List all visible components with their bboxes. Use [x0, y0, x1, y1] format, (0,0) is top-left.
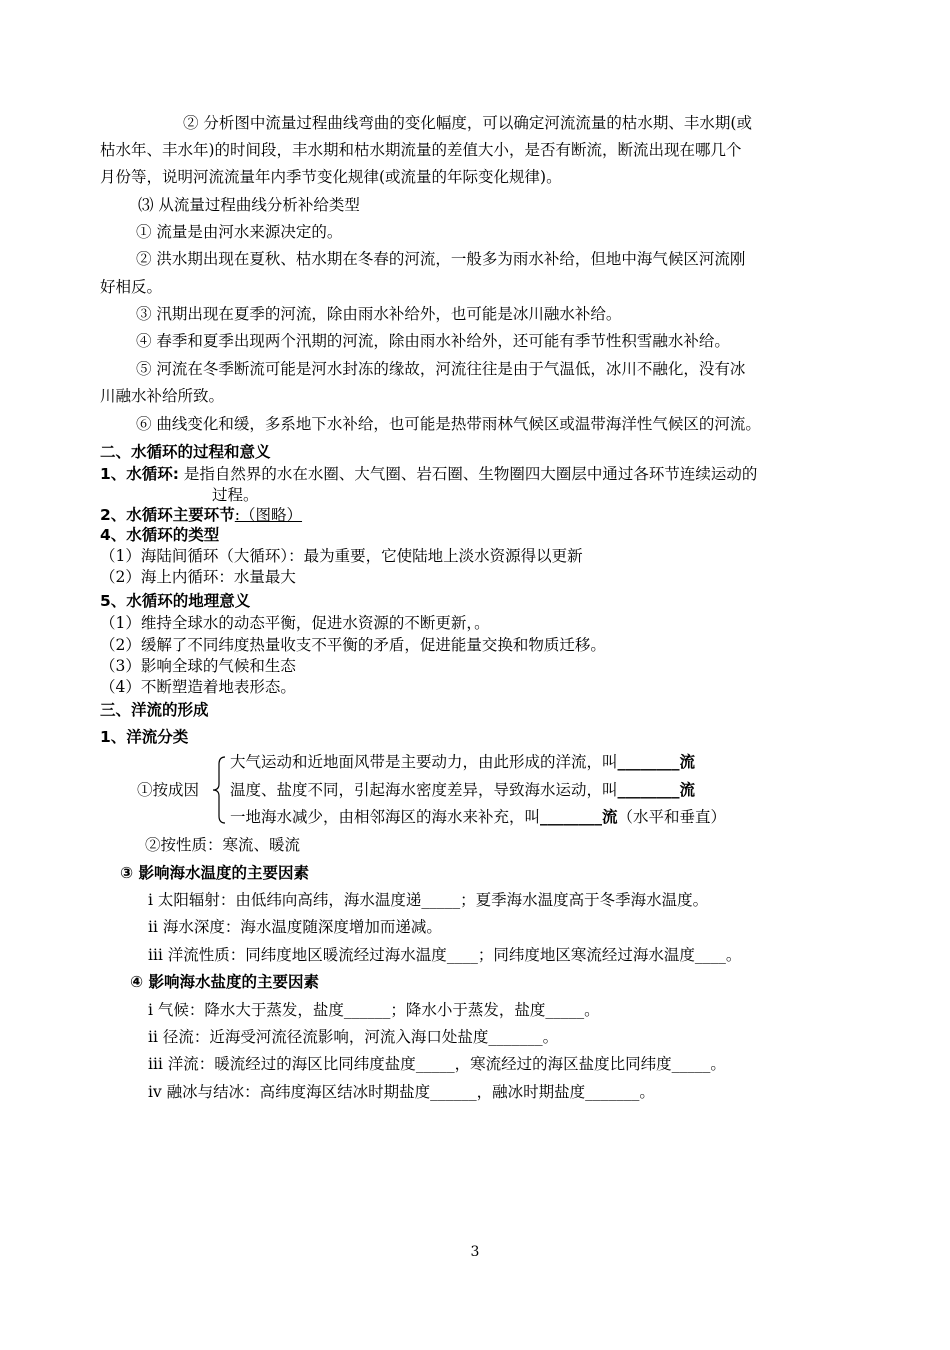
fill-blank[interactable]: ______	[430, 1083, 477, 1101]
list-item: （2）海上内循环：水量最大	[100, 568, 296, 586]
cause-line	[230, 779, 695, 801]
factor-line	[148, 1053, 726, 1075]
subheading: 4、水循环的类型	[100, 526, 220, 544]
factor-text: ⅳ 融冰与结冰：高纬度海区结冰时期盐度	[148, 1083, 431, 1101]
factor-text: ⅰ 气候：降水大于蒸发，盐度	[148, 1001, 344, 1019]
list-item: （1）海陆间循环（大循环）：最为重要，它使陆地上淡水资源得以更新	[100, 547, 583, 565]
factor-text: ，寒流经过的海区盐度比同纬度	[454, 1055, 672, 1073]
subheading: ③ 影响海水温度的主要因素	[120, 864, 310, 882]
paragraph-line: ② 分析图中流量过程曲线弯曲的变化幅度，可以确定河流流量的枯水期、丰水期(或	[183, 114, 752, 132]
paragraph-line: 好相反。	[100, 278, 163, 296]
factor-text: 。	[639, 1083, 655, 1101]
list-item: （4）不断塑造着地表形态。	[100, 678, 296, 696]
factor-text: ；夏季海水温度高于冬季海水温度。	[460, 891, 709, 909]
factor-text: ；降水小于蒸发，盐度	[390, 1001, 546, 1019]
fill-blank[interactable]: ____	[694, 946, 726, 964]
paragraph-line: ⑶ 从流量过程曲线分析补给类型	[138, 196, 360, 214]
paragraph-line: 川融水补给所致。	[100, 387, 225, 405]
fill-blank[interactable]: ________	[617, 781, 680, 799]
cause-line	[230, 751, 695, 773]
definition-line	[100, 463, 757, 485]
factor-text: ⅲ 洋流：暖流经过的海区比同纬度盐度	[148, 1055, 416, 1073]
paragraph-line: ④ 春季和夏季出现两个汛期的河流，除由雨水补给外，还可能有季节性积雪融水补给。	[136, 332, 730, 350]
factor-text: ⅲ 洋流性质：同纬度地区暖流经过海水温度	[148, 946, 447, 964]
subheading-note: :（图略）	[234, 506, 303, 524]
subheading-label: 2、水循环主要环节	[100, 506, 235, 524]
subheading: ④ 影响海水盐度的主要因素	[130, 973, 320, 991]
fill-blank[interactable]: _____	[421, 891, 461, 909]
definition-label: 1、水循环:	[100, 465, 179, 483]
section-heading: 二、水循环的过程和意义	[100, 443, 271, 461]
paragraph-line: 枯水年、丰水年)的时间段，丰水期和枯水期流量的差值大小，是否有断流，断流出现在哪几个	[100, 141, 742, 159]
factor-text: ⅰ 太阳辐射：由低纬向高纬，海水温度递	[148, 891, 422, 909]
fill-blank[interactable]: _____	[545, 1001, 585, 1019]
list-item: （1）维持全球水的动态平衡，促进水资源的不断更新，。	[100, 614, 490, 632]
factor-line	[148, 944, 741, 966]
factor-line	[148, 1081, 655, 1103]
factor-text: ⅱ 径流：近海受河流径流影响，河流入海口处盐度	[148, 1028, 489, 1046]
factor-text: 。	[584, 1001, 600, 1019]
subheading: 5、水循环的地理意义	[100, 592, 251, 610]
cause-text: 大气运动和近地面风带是主要动力，由此形成的洋流，叫	[230, 753, 618, 771]
section-heading: 三、洋流的形成	[100, 701, 209, 719]
paragraph-line: 月份等，说明河流流量年内季节变化规律(或流量的年际变化规律)。	[100, 168, 562, 186]
fill-blank[interactable]: _____	[671, 1055, 711, 1073]
list-item: （3）影响全球的气候和生态	[100, 657, 296, 675]
factor-line	[148, 889, 708, 911]
fill-blank[interactable]: ____	[446, 946, 478, 964]
fill-blank[interactable]: ______	[343, 1001, 391, 1019]
definition-text: 是指自然界的水在水圈、大气圈、岩石圈、生物圈四大圈层中通过各环节连续运动的	[178, 465, 758, 483]
cause-line	[230, 806, 726, 828]
factor-line	[148, 999, 600, 1021]
list-item: （2）缓解了不同纬度热量收支不平衡的矛盾，促进能量交换和物质迁移。	[100, 636, 606, 654]
cause-end: 流	[602, 808, 618, 826]
factor-text: ，融冰时期盐度	[476, 1083, 586, 1101]
factor-text: 。	[710, 1055, 726, 1073]
fill-blank[interactable]: _______	[488, 1028, 543, 1046]
definition-continuation: 过程。	[212, 486, 259, 504]
fill-blank[interactable]: _____	[415, 1055, 455, 1073]
paragraph-line: ⑤ 河流在冬季断流可能是河水封冻的缘故，河流往往是由于气温低，冰川不融化，没有冰	[136, 360, 746, 378]
paragraph-line: ⑥ 曲线变化和缓，多系地下水补给，也可能是热带雨林气候区或温带海洋性气候区的河流。	[136, 415, 761, 433]
paragraph-line: ③ 汛期出现在夏季的河流，除由雨水补给外，也可能是冰川融水补给。	[136, 305, 622, 323]
page-number: 3	[470, 1244, 480, 1260]
factor-line	[148, 1026, 558, 1048]
fill-blank[interactable]: _______	[585, 1083, 640, 1101]
cause-end: 流	[679, 753, 696, 771]
factor-text: ；同纬度地区寒流经过海水温度	[477, 946, 695, 964]
factor-line: ⅱ 海水深度：海水温度随深度增加而递减。	[148, 918, 442, 936]
factor-text: 。	[725, 946, 742, 964]
cause-label: ①按成因	[137, 781, 200, 799]
subheading: 1、洋流分类	[100, 728, 189, 746]
paragraph-line: ② 洪水期出现在夏秋、枯水期在冬春的河流，一般多为雨水补给，但地中海气候区河流刚	[136, 250, 746, 268]
cause-text: 一地海水减少，由相邻海区的海水来补充，叫	[230, 808, 541, 826]
paragraph-line: ① 流量是由河水来源决定的。	[136, 223, 343, 241]
factor-text: 。	[542, 1028, 559, 1046]
cause-text: 温度、盐度不同，引起海水密度差异，导致海水运动，叫	[230, 781, 618, 799]
nature-line: ②按性质：寒流、暖流	[145, 836, 301, 854]
cause-end: 流	[679, 781, 696, 799]
fill-blank[interactable]: ________	[540, 808, 603, 826]
cause-note: （水平和垂直）	[617, 808, 727, 826]
subheading-line	[100, 504, 302, 526]
brace-icon	[212, 756, 226, 824]
fill-blank[interactable]: ________	[617, 753, 680, 771]
